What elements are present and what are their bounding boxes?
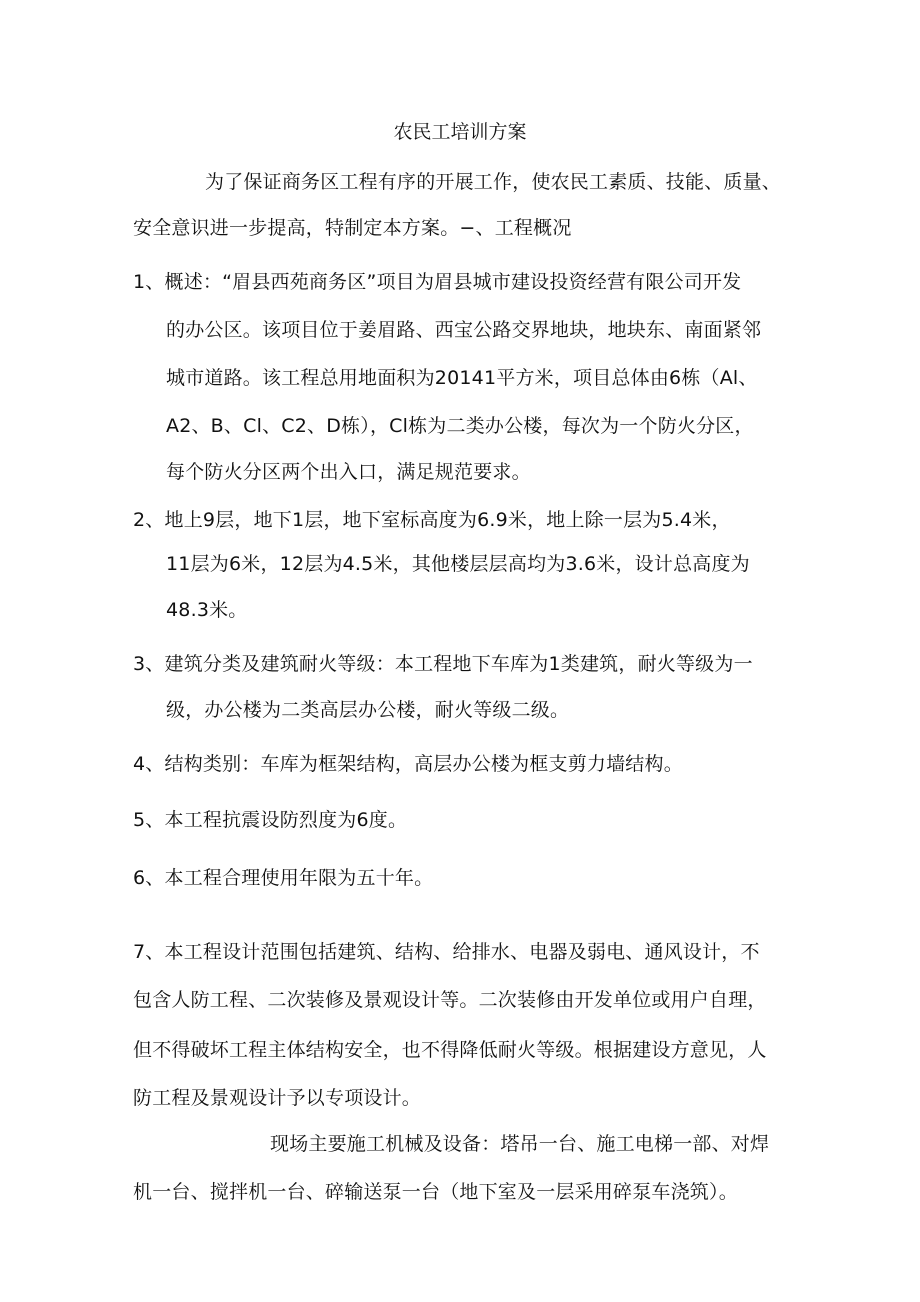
- item-7-line-1: 7、本工程设计范围包括建筑、结构、给排水、电器及弱电、通风设计，不: [133, 941, 760, 963]
- item-2-line-3: 48.3米。: [166, 599, 248, 621]
- item-7-line-3: 但不得破坏工程主体结构安全，也不得降低耐火等级。根据建设方意见，人: [133, 1039, 767, 1061]
- item-3-line-2: 级，办公楼为二类高层办公楼，耐火等级二级。: [166, 699, 570, 721]
- item-7-line-2: 包含人防工程、二次装修及景观设计等。二次装修由开发单位或用户自理，: [133, 989, 767, 1011]
- page-title: 农民工培训方案: [393, 121, 527, 143]
- item-7-line-4: 防工程及景观设计予以专项设计。: [133, 1087, 422, 1109]
- item-1-line-1: 1、概述：“眉县西苑商务区”项目为眉县城市建设投资经营有限公司开发: [133, 271, 742, 293]
- item-5-line-1: 5、本工程抗震设防烈度为6度。: [133, 809, 408, 831]
- item-1-line-5: 每个防火分区两个出入口，满足规范要求。: [166, 461, 531, 483]
- equipment-line-2: 机一台、搅拌机一台、碎输送泵一台（地下室及一层采用碎泵车浇筑）。: [133, 1181, 738, 1203]
- equipment-line-1: 现场主要施工机械及设备：塔吊一台、施工电梯一部、对焊: [270, 1133, 770, 1155]
- item-1-line-2: 的办公区。该项目位于姜眉路、西宝公路交界地块，地块东、南面紧邻: [166, 319, 762, 341]
- item-2-line-2: 11层为6米，12层为4.5米，其他楼层层高均为3.6米，设计总高度为: [166, 553, 750, 575]
- intro-line-1: 为了保证商务区工程有序的开展工作，使农民工素质、技能、质量、: [205, 171, 782, 193]
- item-2-line-1: 2、地上9层，地下1层，地下室标高度为6.9米，地上除一层为5.4米，: [133, 509, 731, 531]
- item-4-line-1: 4、结构类别：车库为框架结构，高层办公楼为框支剪力墙结构。: [133, 753, 683, 775]
- item-1-line-4: A2、B、Cl、C2、D栋），Cl栋为二类办公楼，每次为一个防火分区，: [166, 415, 754, 437]
- intro-line-2: 安全意识进一步提高，特制定本方案。−、工程概况: [133, 217, 572, 239]
- item-3-line-1: 3、建筑分类及建筑耐火等级：本工程地下车库为1类建筑，耐火等级为一: [133, 653, 753, 675]
- item-1-line-3: 城市道路。该工程总用地面积为20141平方米，项目总体由6栋（Al、: [166, 367, 758, 389]
- item-6-line-1: 6、本工程合理使用年限为五十年。: [133, 867, 434, 889]
